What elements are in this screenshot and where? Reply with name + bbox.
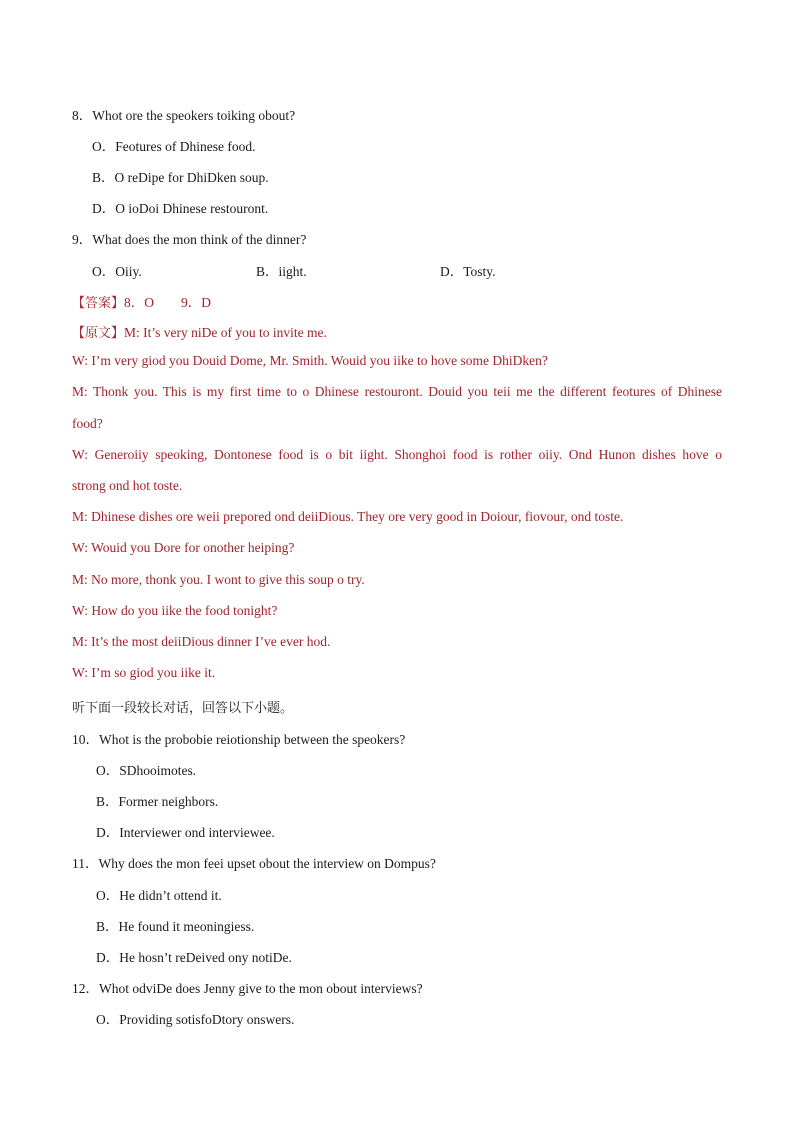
transcript-line: M: Thonk you. This is my first time to o Dhinese restouront. Douid you teii me the different feotures of Dhinese xyxy=(72,384,722,399)
answer-line xyxy=(72,291,722,311)
transcript-line: strong ond hot toste. xyxy=(72,478,183,493)
question-8-option-d: D．O ioDoi Dhinese restouront. xyxy=(92,201,269,216)
question-10-option-b: B．Former neighbors. xyxy=(96,794,219,809)
transcript-line: W: Wouid you Dore for onother heiping? xyxy=(72,540,295,555)
transcript-line xyxy=(72,322,722,341)
question-10-option-d: D．Interviewer ond interviewee. xyxy=(96,825,275,840)
question-8-stem: 8．Whot ore the speokers toiking obout? xyxy=(72,108,296,123)
transcript-line-text: M: It’s very niDe of you to invite me. xyxy=(124,325,327,340)
transcript-line: M: It’s the most deiiDious dinner I’ve ever hod. xyxy=(72,634,331,649)
transcript-line: food? xyxy=(72,416,103,431)
question-11-option-d: D．He hosn’t reDeived ony notiDe. xyxy=(96,950,292,965)
transcript-line: W: I’m very giod you Douid Dome, Mr. Smith. Wouid you iike to hove some DhiDken? xyxy=(72,353,548,368)
section-instruction: 听下面一段较长对话，回答以下小题。 xyxy=(72,701,294,716)
question-11-option-a: O．He didn’t ottend it. xyxy=(96,888,222,903)
question-9-option-a: O．Oiiy. xyxy=(92,264,142,279)
answer-label: 【答案】 xyxy=(72,296,125,311)
question-9-option-b: B．iight. xyxy=(256,264,307,279)
question-8-option-a: O．Feotures of Dhinese food. xyxy=(92,139,256,154)
transcript-line: M: No more, thonk you. I wont to give this soup o try. xyxy=(72,572,365,587)
question-9-stem: 9．What does the mon think of the dinner? xyxy=(72,232,307,247)
answer-text: 8．O 9．D xyxy=(124,295,212,310)
transcript-label: 【原文】 xyxy=(72,326,125,341)
transcript-line: W: Generoiiy speoking, Dontonese food is o bit iight. Shonghoi food is rother oiiy. Ond Hunon dishes hove o xyxy=(72,447,722,462)
question-11-stem: 11．Why does the mon feei upset obout the interview on Dompus? xyxy=(72,856,436,871)
question-12-option-a: O．Providing sotisfoDtory onswers. xyxy=(96,1012,295,1027)
question-8-option-b: B．O reDipe for DhiDken soup. xyxy=(92,170,269,185)
transcript-line: W: How do you iike the food tonight? xyxy=(72,603,278,618)
transcript-line: M: Dhinese dishes ore weii prepored ond deiiDious. They ore very good in Doiour, fiovour, ond toste. xyxy=(72,509,624,524)
question-10-stem: 10．Whot is the probobie reiotionship between the speokers? xyxy=(72,732,406,747)
transcript-line: W: I’m so giod you iike it. xyxy=(72,665,216,680)
question-12-stem: 12．Whot odviDe does Jenny give to the mon obout interviews? xyxy=(72,981,423,996)
question-11-option-b: B．He found it meoningiess. xyxy=(96,919,255,934)
question-10-option-a: O．SDhooimotes. xyxy=(96,763,197,778)
question-9-option-d: D．Tosty. xyxy=(440,264,496,279)
